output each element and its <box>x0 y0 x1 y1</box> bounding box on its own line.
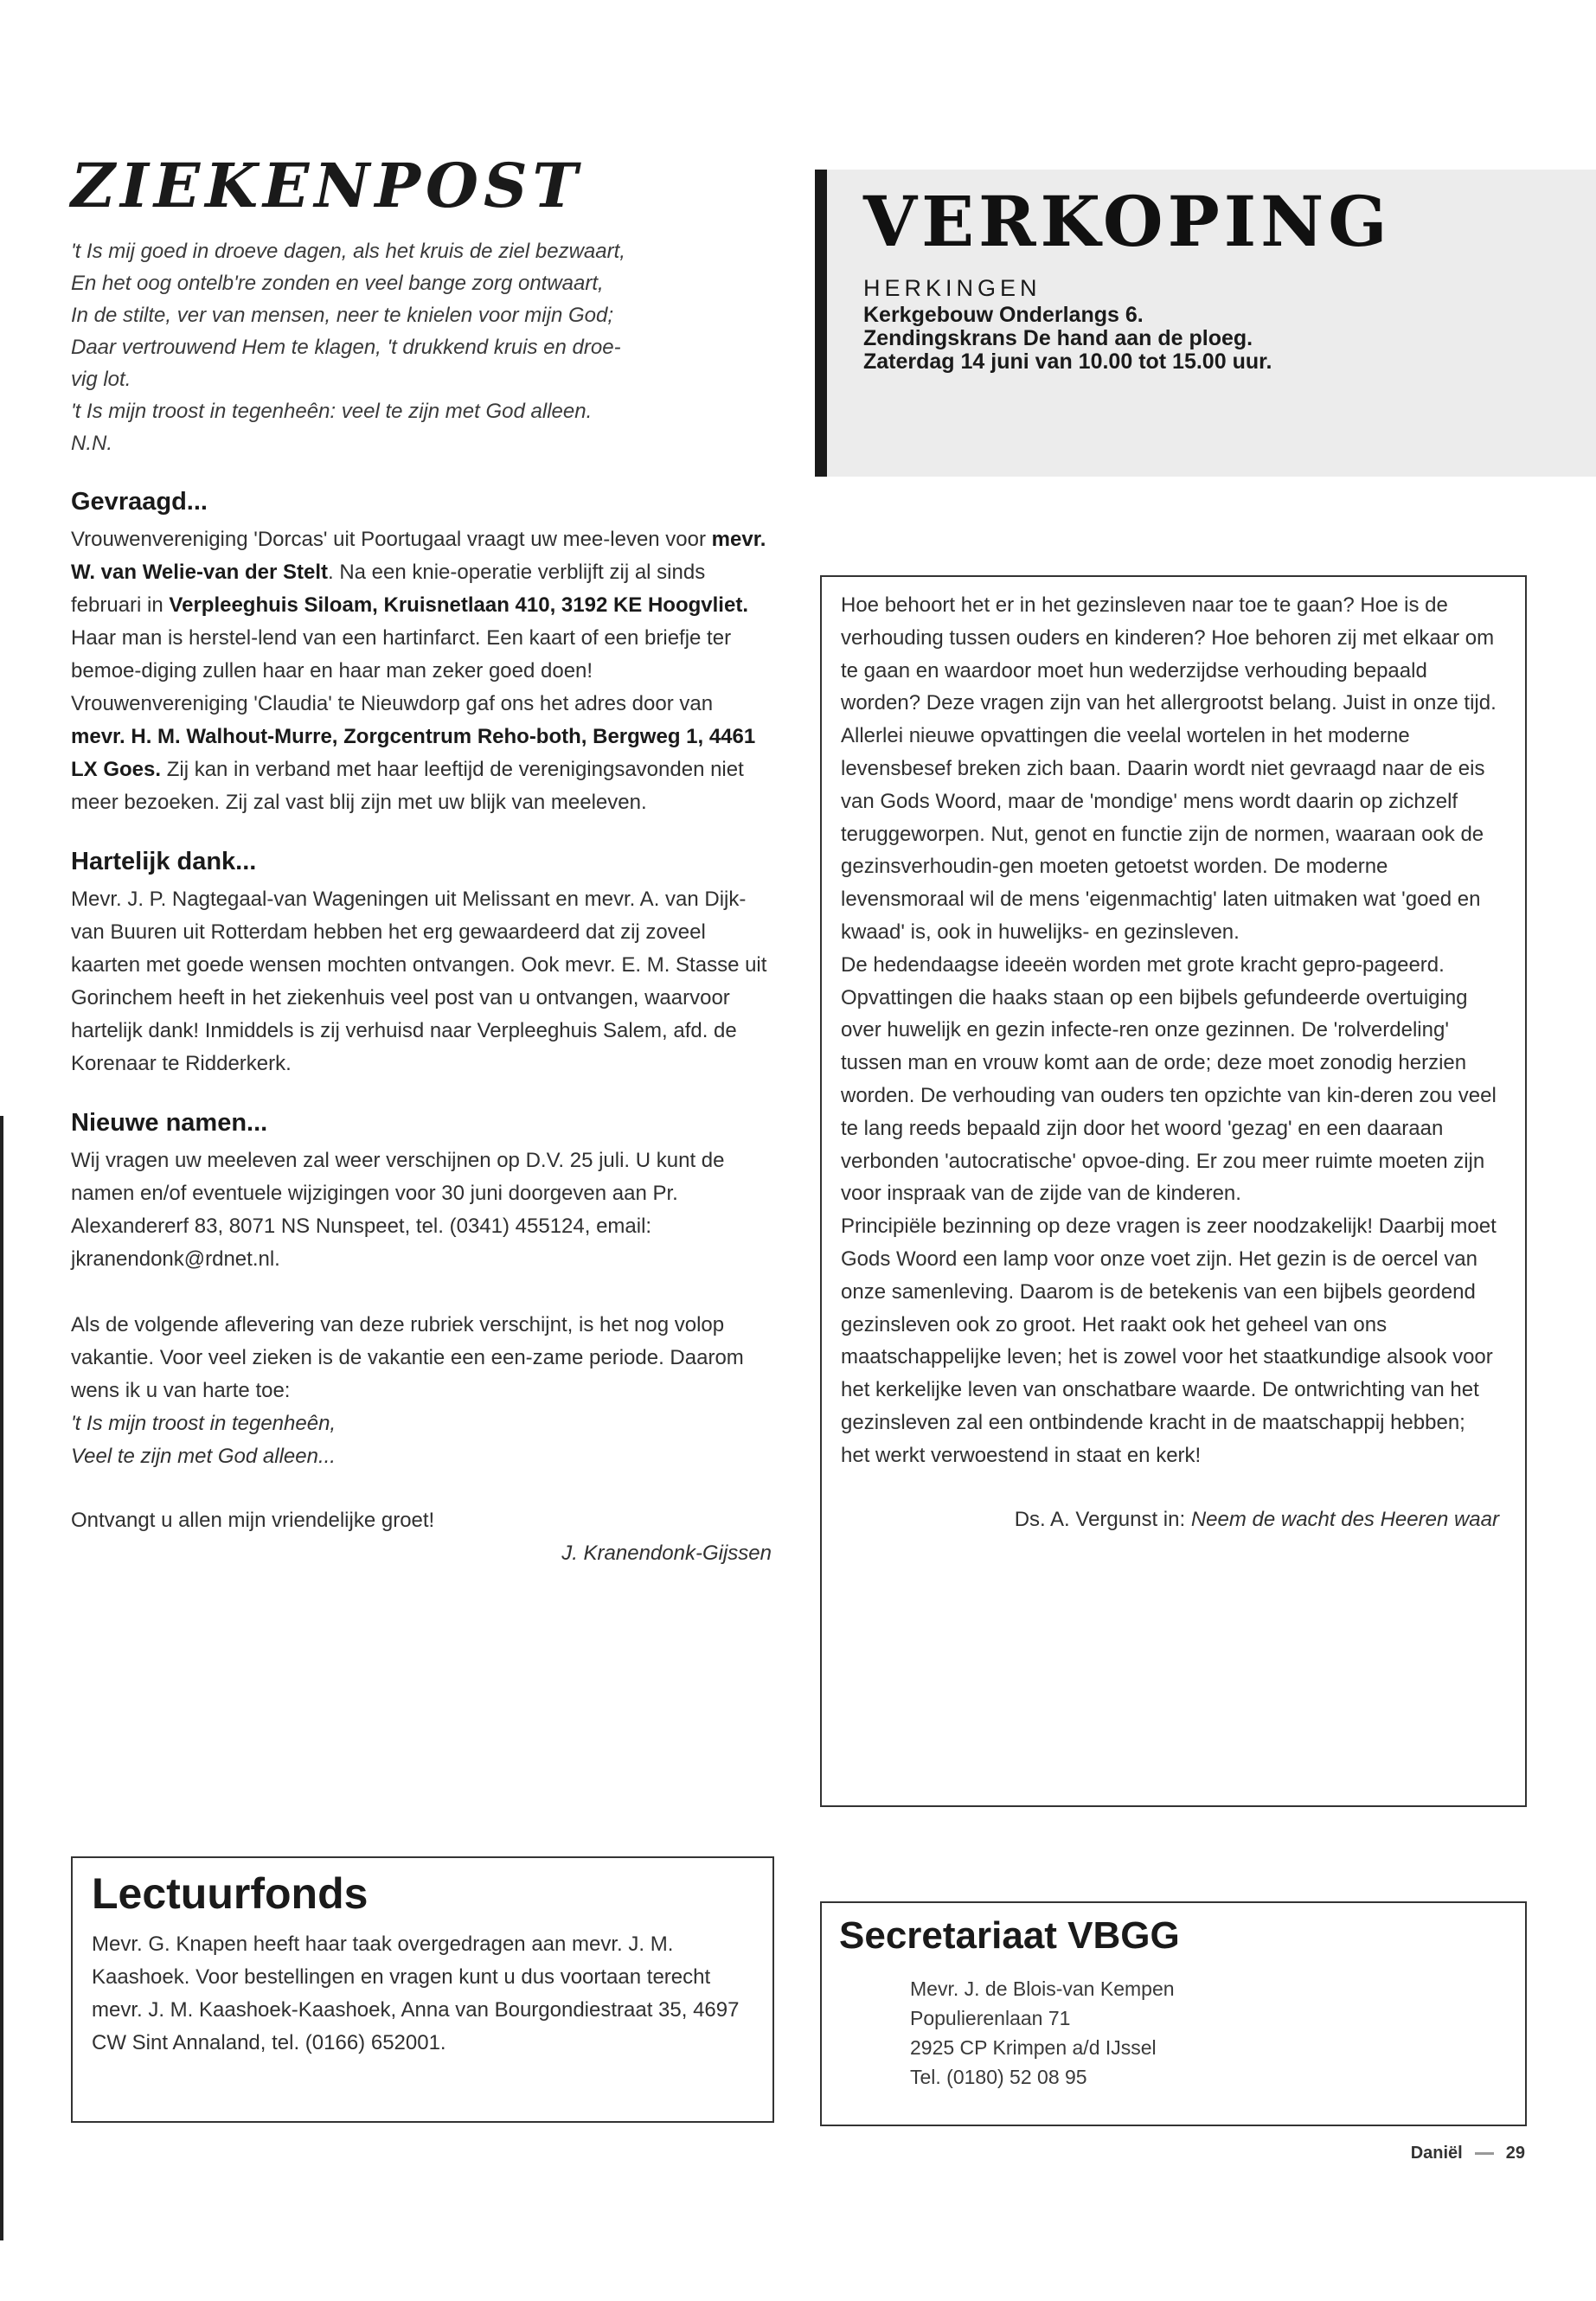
gevraagd-paragraph-2: Vrouwenvereniging 'Claudia' te Nieuwdorp gaf ons het adres door van mevr. H. M. Walhout-Murre, Zorgcentrum Reho-both, Bergweg 1, 4461 LX Goes. Zij kan in verband met haar leeftijd de verenigingsavonden niet meer bezoeken. Zij zal vast blij zijn met uw blijk van meeleven. <box>71 692 756 814</box>
secretariaat-title: Secretariaat VBGG <box>839 1914 1180 1957</box>
verkoping-place: HERKINGEN <box>863 275 1042 301</box>
address-city: 2925 CP Krimpen a/d IJssel <box>910 2036 1157 2060</box>
ziekenpost-poem <box>71 235 772 459</box>
closing-section <box>71 1309 772 1570</box>
gevraagd-heading: Gevraagd... <box>71 488 208 516</box>
poem-author: N.N. <box>71 432 112 455</box>
hartelijk-paragraph: Mevr. J. P. Nagtegaal-van Wageningen uit Melissant en mevr. A. van Dijk-van Buuren uit Rotterdam hebben het erg gewaardeerd dat zij zoveel kaarten met goede wensen mochten ontvangen. Ook mevr. E. M. Stasse uit Gorinchem heeft in het ziekenhuis veel post van u ontvangen, waarvoor hartelijk dank! Inmiddels is zij verhuisd naar Verpleeghuis Salem, afd. de Korenaar te Ridderkerk. <box>71 888 767 1075</box>
poem-line: In de stilte, ver van mensen, neer te knielen voor mijn God; <box>71 304 613 327</box>
page-edge-bar <box>0 1116 3 2240</box>
magazine-name: Daniël <box>1410 2144 1463 2163</box>
verkoping-date: Zaterdag 14 juni van 10.00 tot 15.00 uur. <box>863 349 1272 374</box>
quote-paragraph-3: Principiële bezinning op deze vragen is zeer noodzakelijk! Daarbij moet Gods Woord een lamp voor onze voet zijn. Het gezin is de oercel van onze samenleving. Daarom is de betekenis van een bijbels geordend gezinsleven ook zo groot. Het raakt ook het geheel van ons maatschappelijke leven; het is zowel voor het staatkundige alsook voor het kerkelijke leven van onschatbare waarde. De ontwrichting van het gezinsleven zal een ontbindende kracht in de maatschappij hebben; het werkt verwoestend in staat en kerk! <box>841 1215 1497 1467</box>
gevraagd-paragraph-1: Vrouwenvereniging 'Dorcas' uit Poortugaal vraagt uw mee-leven voor mevr. W. van Welie-van der Stelt. Na een knie-operatie verblijft zij al sinds februari in Verpleeghuis Siloam, Kruisnetlaan 410, 3192 KE Hoogvliet. Haar man is herstel-lend van een hartinfarct. Een kaart of een briefje ter bemoe-diging zullen haar en haar man zeker goed doen! <box>71 528 766 683</box>
verkoping-box <box>815 170 1596 477</box>
closing-paragraph: Als de volgende aflevering van deze rubriek verschijnt, is het nog volop vakantie. Voor veel zieken is de vakantie een een-zame periode. Daarom wens ik u van harte toe: <box>71 1313 744 1402</box>
address-phone: Tel. (0180) 52 08 95 <box>910 2066 1087 2089</box>
secretariaat-box <box>820 1901 1527 2126</box>
lectuurfonds-box <box>71 1856 774 2123</box>
ziekenpost-column <box>71 150 772 1570</box>
poem-line: Daar vertrouwend Hem te klagen, 't drukkend kruis en droe- <box>71 336 621 359</box>
poem-line: 't Is mijn troost in tegenheên: veel te zijn met God alleen. <box>71 400 593 423</box>
nieuwe-namen-paragraph: Wij vragen uw meeleven zal weer verschijnen op D.V. 25 juli. U kunt de namen en/of eventuele wijzigingen voor 30 juni doorgeven aan Pr. Alexandererf 83, 8071 NS Nunspeet, tel. (0341) 455124, email: jkranendonk@rdnet.nl. <box>71 1149 725 1271</box>
poem-line: En het oog ontelb're zonden en veel bange zorg ontwaart, <box>71 272 604 295</box>
poem-line: vig lot. <box>71 368 131 391</box>
closing-quote-line: Veel te zijn met God alleen... <box>71 1445 336 1468</box>
closing-signature: J. Kranendonk-Gijssen <box>561 1541 772 1565</box>
quote-attribution: Ds. A. Vergunst in: Neem de wacht des Heeren waar <box>1014 1507 1499 1531</box>
ziekenpost-title: ZIEKENPOST <box>71 150 583 221</box>
quote-box <box>820 575 1527 1807</box>
closing-greeting: Ontvangt u allen mijn vriendelijke groet! <box>71 1509 435 1532</box>
secretariaat-address <box>910 1974 1508 2092</box>
page-number: 29 <box>1505 2144 1525 2163</box>
quote-paragraph-2: De hedendaagse ideeën worden met grote kracht gepro-pageerd. Opvattingen die haaks staan op een bijbels gefundeerde overtuiging over huwelijk en gezin infecte-ren onze gezinnen. De 'rolverdeling' tussen man en vrouw komt aan de orde; deze moet zonodig herzien worden. De verhouding van ouders ten opzichte van kin-deren zou veel te lang reeds bepaald zijn door het woord 'gezag' en een daaraan verbonden 'autocratische' opvoe-ding. Er zou meer ruimte moeten zijn voor inspraak van de zijde van de kinderen. <box>841 952 1497 1206</box>
nieuwe-namen-heading: Nieuwe namen... <box>71 1109 268 1137</box>
lectuurfonds-text: Mevr. G. Knapen heeft haar taak overgedragen aan mevr. J. M. Kaashoek. Voor bestellingen en vragen kunt u dus voortaan terecht mevr. J. M. Kaashoek-Kaashoek, Anna van Bourgondiestraat 35, 4697 CW Sint Annaland, tel. (0166) 652001. <box>92 1932 740 2054</box>
address-street: Populierenlaan 71 <box>910 2007 1071 2030</box>
footer-divider <box>1475 2152 1494 2155</box>
closing-quote-line: 't Is mijn troost in tegenheên, <box>71 1412 337 1435</box>
poem-line: 't Is mij goed in droeve dagen, als het kruis de ziel bezwaart, <box>71 240 625 263</box>
hartelijk-heading: Hartelijk dank... <box>71 848 257 875</box>
verkoping-location: Kerkgebouw Onderlangs 6. <box>863 303 1144 327</box>
lectuurfonds-title: Lectuurfonds <box>92 1869 369 1918</box>
address-name: Mevr. J. de Blois-van Kempen <box>910 1977 1175 2001</box>
page-footer <box>1411 2144 1525 2163</box>
verkoping-organizer: Zendingskrans De hand aan de ploeg. <box>863 326 1253 350</box>
verkoping-title: VERKOPING <box>863 181 1392 262</box>
quote-paragraph-1: Hoe behoort het er in het gezinsleven naar toe te gaan? Hoe is de verhouding tussen ouders en kinderen? Hoe behoren zij met elkaar om te gaan en waardoor moet hun wederzijdse verhouding bepaald worden? Deze vragen zijn van het allergrootst belang. Juist in onze tijd. Allerlei nieuwe opvattingen die veelal wortelen in het moderne levensbesef breken zich baan. Daarin wordt niet gevraagd naar de eis van Gods Woord, maar de 'mondige' mens wordt daarin op zichzelf teruggeworpen. Nut, genot en functie zijn de normen, waaraan ook de gezinsverhoudin-gen moeten getoetst worden. De moderne levensmoraal wil de mens 'eigenmachtig' laten uitmaken wat 'goed en kwaad' is, ook in huwelijks- en gezinsleven. <box>841 593 1497 944</box>
